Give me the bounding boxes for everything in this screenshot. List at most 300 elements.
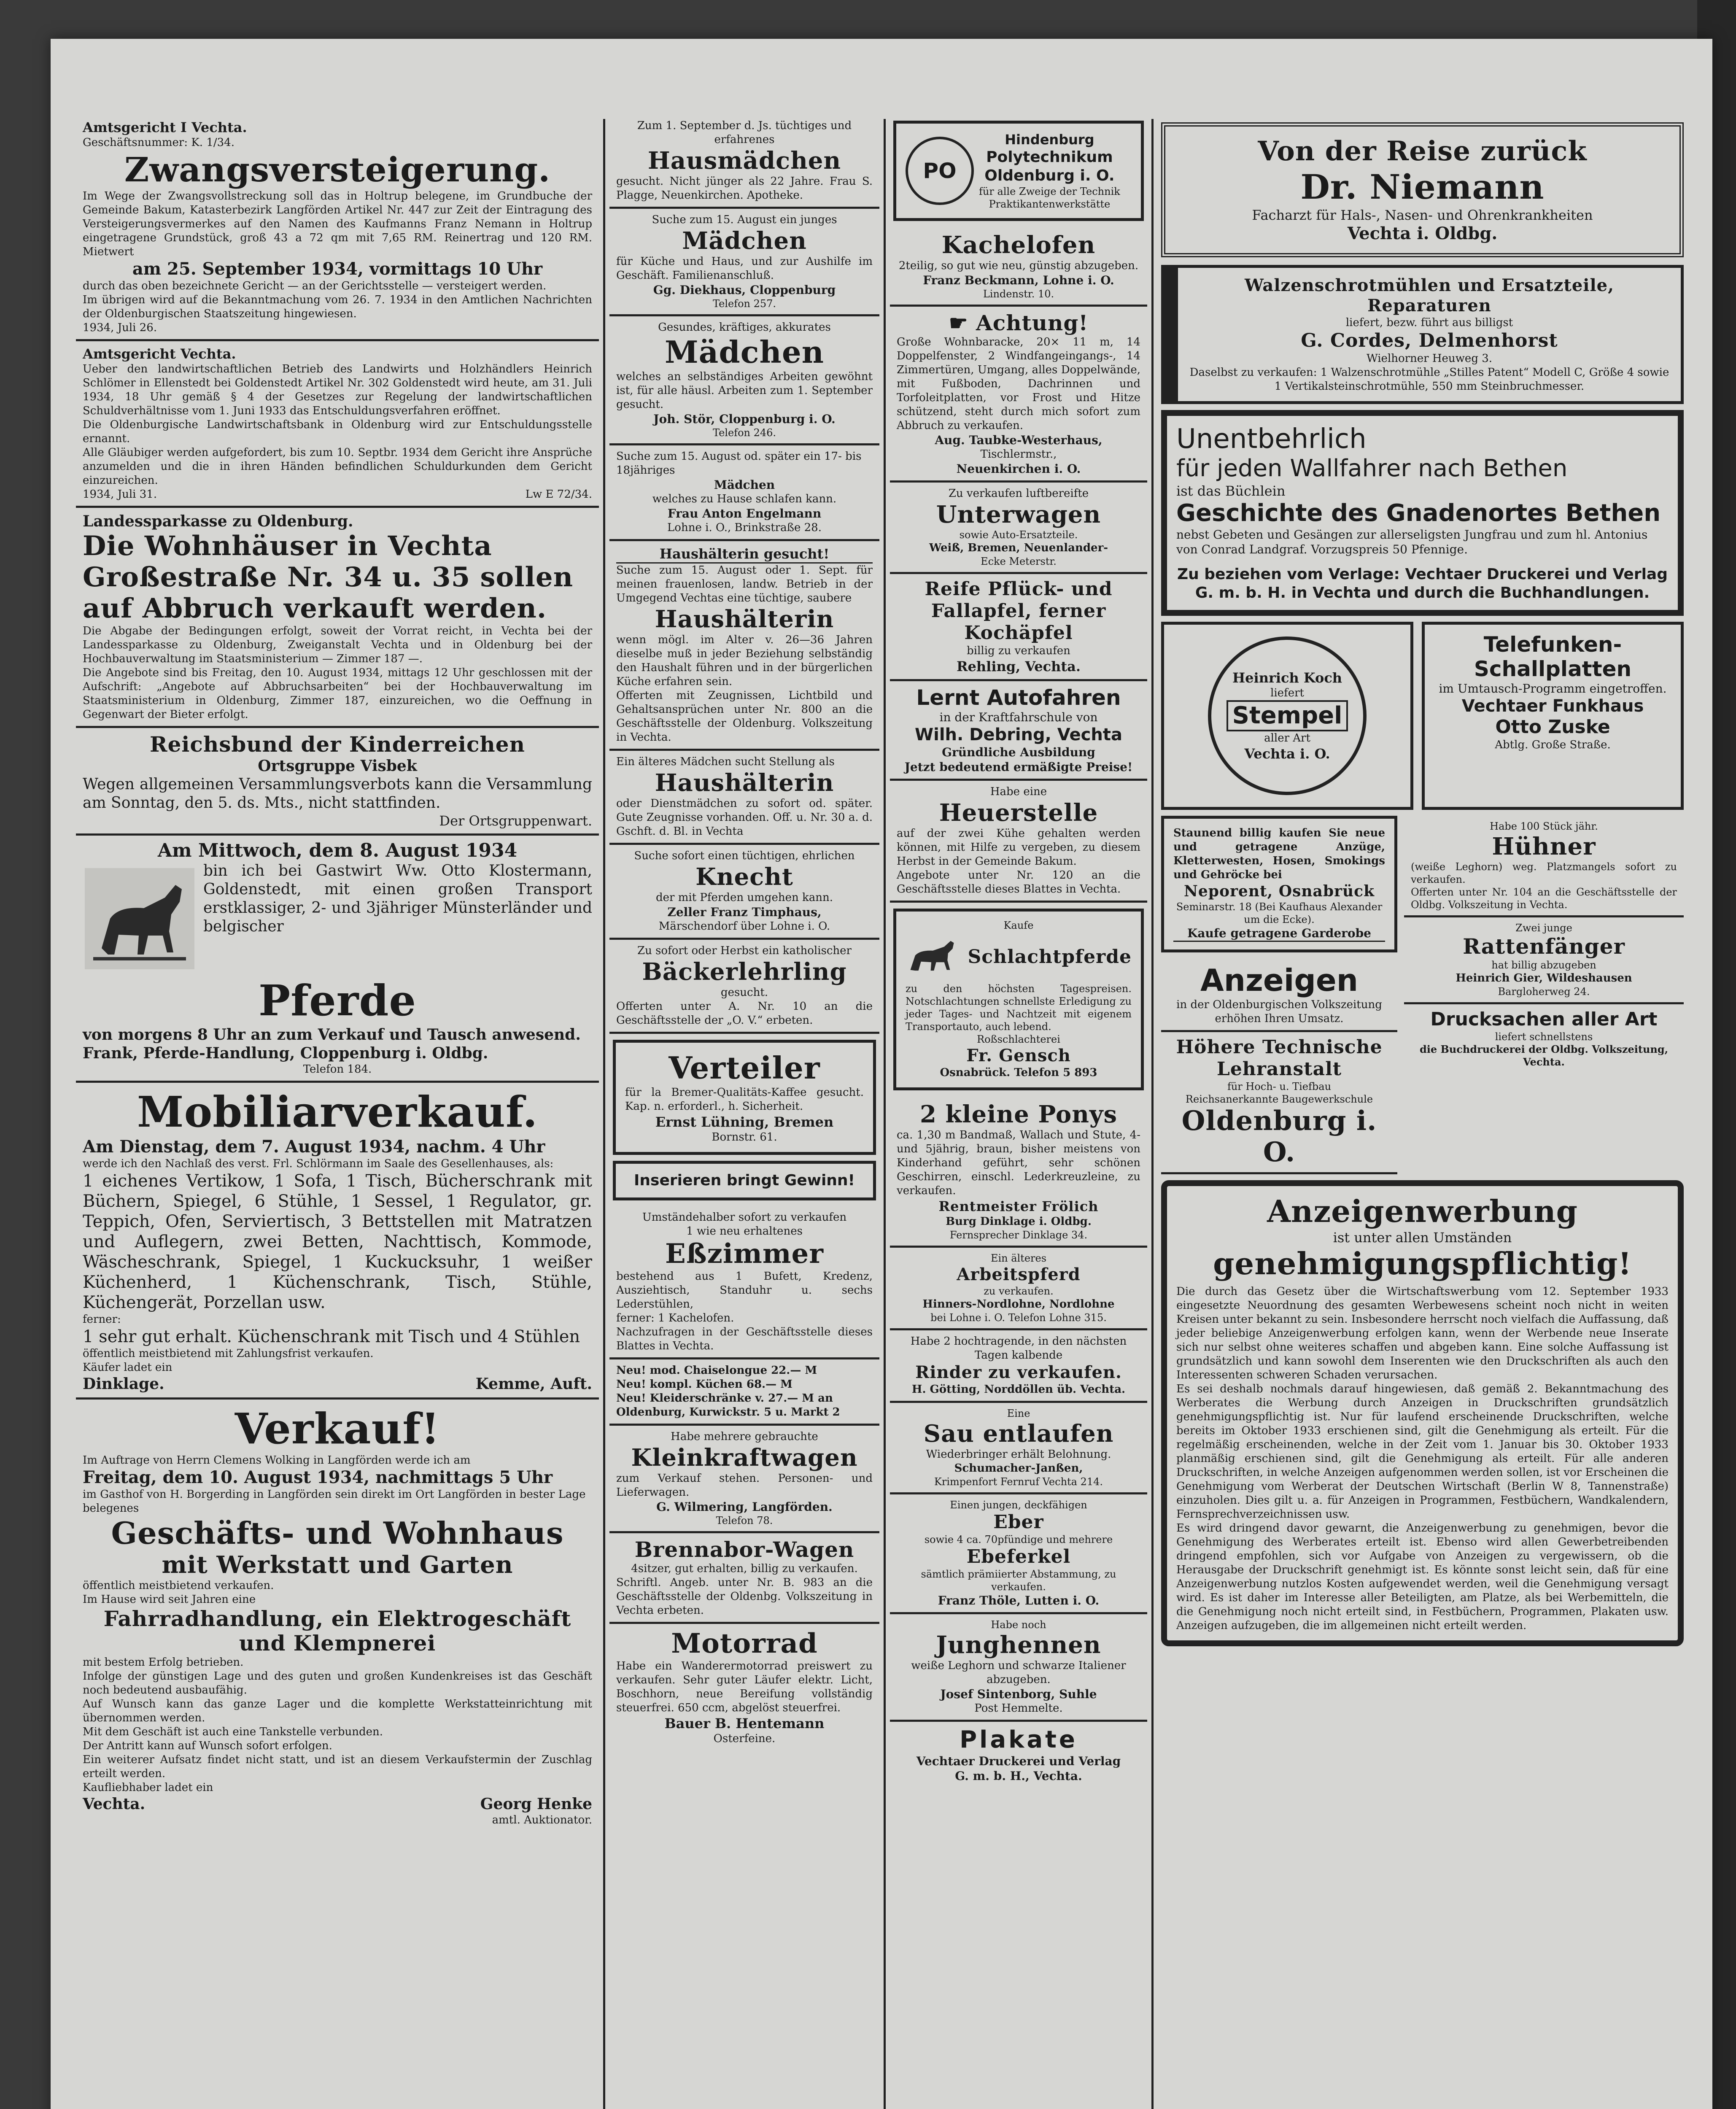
ad-title: Haushälterin	[655, 769, 834, 797]
price-line: Neu! Kleiderschränke v. 27.— M an	[616, 1392, 833, 1405]
ad-intro: Habe mehrere gebrauchte	[671, 1430, 818, 1443]
ad-title: Anzeigenwerbung	[1267, 1193, 1578, 1229]
ad-intro: Suche zum 15. August ein junges	[652, 213, 837, 226]
ad-knecht	[609, 845, 879, 940]
ad-body: Die Abgabe der Bedingungen erfolgt, soweit der Vorrat reicht, in Vechta bei der Landessparkasse zu Oldenburg, Zweiganstalt Vechta und in Oldenburg bei der Hochbauverwaltung im Staatsministerium — Zimmer 187 —.	[83, 625, 592, 665]
stamp-seal-icon	[1208, 636, 1367, 795]
ad-body: liefert, bezw. führt aus billigst	[1345, 316, 1513, 329]
ad-title: Lernt Autofahren	[916, 685, 1121, 710]
ad-title: Plakate	[960, 1726, 1078, 1753]
ad-title: Bäckerlehrling	[642, 958, 847, 986]
ad-signature: Aug. Taubke-Westerhaus,	[935, 433, 1103, 447]
ad-maedchen-3	[609, 445, 879, 541]
ad-bethen	[1161, 410, 1684, 616]
ad-body: Praktikantenwerkstätte	[989, 198, 1111, 210]
ad-body: ferner:	[83, 1313, 121, 1326]
ad-body: ca. 1,30 m Bandmaß, Wallach und Stute, 4- und 5jährig, braun, bisher meistens von Kinderhand geführt, sehr schönen Geschirren, einschl. Lederkreuzleine, zu verkaufen.	[897, 1129, 1140, 1197]
ad-body: Es wird dringend davor gewarnt, die Anzeigenwerbung zu genehmigen, bevor die Genehmigung des Werberates erteilt ist. Ebenso wird allen Gewerbetreibenden dringend empfohlen, sich vor Aufgabe von Anzeigen zu vergewissern, ob die Herausgabe der Druckschrift genehmigt ist. Es könnte sonst leicht sein, daß für eine Anzeigenwerbung nutzlos Kosten aufgewendet werden, weil die Genehmigung versagt wird. Es ist daher im Interesse aller Beteiligten, am Platze, als bei Werbemitteln, die die Genehmigung noch nicht erteilt sind, in Festbüchern, Programmen, Plakaten usw. Anzeigen aufzugeben, die im allgemeinen nicht erteilt werden.	[1176, 1522, 1669, 1632]
ad-title: Achtung!	[976, 310, 1089, 335]
ad-intro: Zwei junge	[1515, 922, 1572, 934]
ad-body: durch das oben bezeichnete Gericht — an der Gerichtsstelle — versteigert werden.	[83, 280, 547, 292]
ad-body: der mit Pferden umgehen kann.	[656, 891, 833, 904]
ad-signature: G. Wilmering, Langförden.	[656, 1500, 833, 1514]
ad-signature: Frank, Pferde-Handlung, Cloppenburg i. Oldbg.	[83, 1044, 488, 1062]
ad-subtitle: für Hoch- u. Tiefbau	[1227, 1081, 1332, 1092]
ad-body: 1 Vertikalsteinschrotmühle, 550 mm Steinbruchmesser.	[1274, 380, 1585, 393]
ad-title: Kachelofen	[941, 231, 1096, 259]
ad-body: sämtlich prämiierter Abstammung, zu verkaufen.	[921, 1568, 1116, 1593]
ad-intro: Kaufe	[1003, 920, 1034, 931]
ad-address: Ecke Meterstr.	[981, 556, 1057, 567]
ad-body: Wiederbringer erhält Belohnung.	[926, 1448, 1111, 1461]
ad-signature: Frau Anton Engelmann	[667, 507, 822, 521]
ad-signature: Josef Sintenborg, Suhle	[940, 1687, 1097, 1701]
ad-title: Anzeigen	[1200, 963, 1359, 998]
ad-title: Pferde	[258, 976, 417, 1025]
ad-title: Junghennen	[936, 1631, 1101, 1659]
ad-brennabor	[609, 1533, 879, 1624]
ad-body: Im Wege der Zwangsvollstreckung soll das in Holtrup belegene, im Grundbuche der Gemeinde Bakum, Katasterbezirk Langförden Artikel Nr. 447 zur Zeit der Eintragung des Versteigerungsvermerkes auf den Namen des Kaufmanns Franz Nemann in Holtrup eingetragene Grundstück, groß 43 a 72 qm mit 7,65 RM. Reinertrag und 120 RM. Mietwert	[83, 190, 592, 258]
ad-lehranstalt	[1161, 1032, 1397, 1174]
ad-body: welches zu Hause schlafen kann.	[652, 493, 837, 505]
ad-title: Polytechnikum	[986, 148, 1113, 166]
ad-verkauf	[76, 1400, 599, 1831]
ad-body: Die Angebote sind bis Freitag, den 10. August 1934, mittags 12 Uhr geschlossen mit der Aufschrift: „Angebote auf Abbruchsarbeiten“ bei der Hochbauverwaltung im Staatsministerium in Oldenburg, Zimmer 187, einzureichen, wo die Oeffnung in Gegenwart der Bieter erfolgt.	[83, 666, 592, 721]
ad-heuerstelle	[890, 781, 1147, 903]
ad-title: 2 kleine Ponys	[919, 1100, 1117, 1128]
ad-address: Wielhorner Heuweg 3.	[1366, 352, 1493, 365]
ad-inserieren: Inserieren bringt Gewinn!	[613, 1161, 876, 1200]
ad-intro: Habe eine	[990, 785, 1047, 798]
ad-title: Von der Reise zurück	[1258, 135, 1587, 167]
ad-address: Seminarstr. 18 (Bei Kaufhaus Alexander um die Ecke).	[1176, 901, 1383, 925]
ad-title: Unterwagen	[936, 501, 1101, 529]
ad-body: auf der zwei Kühe gehalten werden können, mit Hilfe zu vergeben, zu diesem Herbst in der Gemeinde Bakum.	[897, 827, 1140, 868]
ad-title: Rinder zu verkaufen.	[915, 1362, 1122, 1382]
ad-title: Heuerstelle	[939, 799, 1098, 827]
ad-body: (weiße Leghorn) weg. Platzmangels sofort zu verkaufen.	[1411, 861, 1677, 885]
ad-title: Drucksachen aller Art	[1430, 1009, 1658, 1030]
ad-signature: Rehling, Vechta.	[956, 658, 1081, 674]
ad-title: Walzenschrotmühlen und Ersatzteile, Reparaturen	[1244, 275, 1615, 316]
ad-stempel	[1161, 622, 1413, 810]
case-number: Geschäftsnummer: K. 1/34.	[83, 136, 235, 149]
ad-body: welches an selbständiges Arbeiten gewöhnt ist, für alle häusl. Arbeiten zum 1. September gesucht.	[616, 370, 873, 411]
ad-intro: Eine	[1007, 1408, 1030, 1419]
ad-title: Telefunken-Schallplatten	[1474, 632, 1632, 681]
ad-unterwagen	[890, 483, 1147, 574]
newspaper-page	[51, 39, 1712, 2109]
ad-mobiliarverkauf	[76, 1083, 599, 1400]
ad-body: in der Oldenburgischen Volkszeitung erhöhen Ihren Umsatz.	[1176, 998, 1382, 1025]
ad-body: Auf Wunsch kann das ganze Lager und die komplette Werkstatteinrichtung mit übernommen werden.	[83, 1698, 592, 1724]
ad-title: Mädchen	[714, 478, 775, 492]
ad-intro: Habe 2 hochtragende, in den nächsten Tagen kalbende	[910, 1335, 1127, 1362]
ad-kachelofen	[890, 227, 1147, 307]
ad-landessparkasse	[76, 508, 599, 728]
ad-body: ist das Büchlein	[1176, 483, 1286, 499]
ad-body: für Küche und Haus, und zur Aushilfe im Geschäft. Familienanschluß.	[616, 255, 873, 282]
ad-signature: Wilh. Debring, Vechta	[915, 725, 1122, 744]
ad-body: Im übrigen wird auf die Bekanntmachung vom 26. 7. 1934 in den Amtlichen Nachrichten der Oldenburgischen Staatszeitung hingewiesen.	[83, 294, 592, 320]
ad-subtitle: gesucht.	[720, 986, 768, 999]
ad-address: Neuenkirchen i. O.	[956, 462, 1081, 476]
ad-body: Suche zum 15. August od. später ein 17- bis 18jähriges	[616, 450, 862, 477]
ad-subtitle: Kaufe getragene Garderobe	[1173, 926, 1385, 942]
ad-body: Die durch das Gesetz über die Wirtschaftswerbung vom 12. September 1933 eingesetzte Neuordnung des gesamten Werbewesens scheint noch nicht in weiten Kreisen unter bekannt zu sein. Insbesondere herrscht noch vielfach die Auffassung, daß jeder beliebige Anzeigenwerbung erfolgen kann, wenn der Werbende neue Inserate sich nur selbst ohne weiteres schaffen und abgeben kann. Eine solche Auffassung ist grundsätzlich und kann sowohl dem Inserenten wie den Druckschriften als auch den Interessenten schweren Schaden verursachen.	[1176, 1285, 1669, 1381]
ad-schlachtpferde	[893, 909, 1144, 1090]
ad-signature: G. Cordes, Delmenhorst	[1301, 330, 1558, 351]
ad-body: weiße Leghorn und schwarze Italiener abzugeben.	[911, 1659, 1126, 1686]
ad-ponys	[890, 1096, 1147, 1248]
ad-haushaelterin-gesucht	[609, 541, 879, 751]
ad-body: zu verkaufen.	[984, 1285, 1054, 1297]
phone-number: Telefon 246.	[712, 427, 776, 439]
ad-signature: Kemme, Auft.	[475, 1375, 592, 1393]
ad-rinder	[890, 1330, 1147, 1403]
book-title: Geschichte des Gnadenortes Bethen	[1176, 499, 1661, 527]
horse-illustration	[83, 862, 197, 976]
ad-body: Habe ein Wanderermotorrad preiswert zu verkaufen. Sehr guter Läufer elektr. Licht, Boschhorn, neue Bereifung vollständig steuerfrei. 650 ccm, abgelöst steuerfrei.	[616, 1660, 873, 1714]
item-list: 1 sehr gut erhalt. Küchenschrank mit Tisch und 4 Stühlen	[83, 1327, 580, 1346]
ad-body: Offerten mit Zeugnissen, Lichtbild und Gehaltsansprüchen unter Nr. 800 an die Geschäftsstelle der Oldenburg. Volkszeitung in Vechta.	[616, 689, 873, 744]
ad-body: Im Hause wird seit Jahren eine	[83, 1593, 256, 1606]
column-rule	[1151, 119, 1154, 2109]
ad-body: gesucht. Nicht jünger als 22 Jahre. Frau S. Plagge, Neuenkirchen. Apotheke.	[616, 175, 873, 202]
ad-pferde	[76, 836, 599, 1083]
ad-intro: 1 wie neu erhaltenes	[686, 1225, 803, 1238]
ad-intro: Suche sofort einen tüchtigen, ehrlichen	[634, 850, 855, 862]
ad-intro: Habe 100 Stück jähr.	[1490, 820, 1598, 832]
ad-intro: Zum 1. September d. Js. tüchtiges und erfahrenes	[637, 119, 852, 146]
ad-body: ferner: 1 Kachelofen.	[616, 1312, 734, 1324]
ad-signature: Hinners-Nordlohne, Nordlohne	[922, 1298, 1115, 1311]
ad-body: wenn mögl. im Alter v. 26—36 Jahren dieselbe muß in jeder Beziehung selbständig den Haushalt führen und in der bürgerlichen Küche erfahren sein.	[616, 634, 873, 688]
ad-intro: Gesundes, kräftiges, akkurates	[658, 321, 831, 334]
column-rule	[884, 119, 886, 2109]
ad-body: Mit dem Geschäft ist auch eine Tankstelle verbunden.	[83, 1726, 383, 1738]
stamp-text: Heinrich Koch	[1232, 670, 1342, 686]
ad-body: zu den höchsten Tagespreisen. Notschlachtungen schnellste Erledigung zu jeder Tages- und Nachtzeit mit eigenem Transportauto, auch lebend.	[906, 983, 1132, 1033]
ad-body: oder Dienstmädchen zu sofort od. später. Gute Zeugnisse vorhanden. Off. u. Nr. 30 a. d. Gschft. d. Bl. in Vechta	[616, 797, 873, 838]
ad-body: öffentlich meistbietend mit Zahlungsfrist verkaufen.	[83, 1347, 374, 1360]
ad-body: im Gasthof von H. Borgerding in Langförden sein direkt im Ort Langförden in bester Lage belegenes	[83, 1488, 586, 1515]
phone-number: Fernsprecher Dinklage 34.	[949, 1229, 1088, 1241]
ad-heading: Landessparkasse zu Oldenburg.	[83, 512, 353, 530]
ad-title: mit Werkstatt und Garten	[162, 1551, 513, 1579]
ad-body: Offerten unter Nr. 104 an die Geschäftsstelle der Oldbg. Volkszeitung in Vechta.	[1411, 886, 1677, 911]
ad-address: Osterfeine.	[713, 1732, 776, 1745]
ad-body: Wegen allgemeinen Versammlungsverbots kann die Versammlung am Sonntag, den 5. ds. Mts., nicht stattfinden.	[83, 776, 592, 812]
ad-signature: Schumacher-Janßen,	[954, 1462, 1083, 1475]
logo-letters: PO	[923, 159, 957, 183]
ad-title: Hühner	[1492, 833, 1596, 860]
polytechnikum-logo-icon	[906, 137, 974, 205]
ad-address: Oldenburg i. O.	[1181, 1105, 1377, 1168]
ad-entschuldung	[76, 341, 599, 508]
ad-signature: Neporent, Osnabrück	[1183, 882, 1375, 900]
ad-signature: Georg Henke	[480, 1795, 592, 1813]
ad-body: Ueber den landwirtschaftlichen Betrieb des Landwirts und Holzhändlers Heinrich Schlömer in Ellenstedt bei Goldenstedt Artikel Nr. 302 Goldenstedt wird heute, am 31. Juli 1934, 18 Uhr gemäß § 4 der Gesetzes zur Regelung der landwirtschaftlichen Schuldverhältnisse vom 1. Juni 1933 das Entschuldungsverfahren eröffnet.	[83, 363, 592, 417]
ad-signature: Weiß, Bremen, Neuenlander-	[929, 542, 1108, 554]
ad-title: Eber	[993, 1511, 1044, 1533]
ad-body: Es sei deshalb nochmals darauf hingewiesen, daß gemäß 2. Bekanntmachung des Werberates die Werbung durch Anzeigen in Druckschriften grundsätzlich genehmigungspflichtig ist. Nur für laufend erscheinende Druckschriften, welche bereits im Oktober 1933 erschienen sind, gilt die Genehmigung als erteilt. Für die regelmäßig erscheinenden, welche in der Zeit vom 1. Januar bis 30. Oktober 1933 planmäßig erschienen sind, gilt die Genehmigung als erteilt. Für alle anderen Druckschriften, in welche Anzeigen aufgenommen werden sollen, ist vor Erscheinen die Genehmigung vom Werberat der Deutschen Wirtschaft (Berlin W 8, Tannenstraße) einzuholen. Dies gilt u. a. für Anzeigen in Programmen, Festbüchern, Wandkalendern, Fernsprechverzeichnissen usw.	[1176, 1383, 1669, 1521]
ad-body: im Umtausch-Programm eingetroffen.	[1439, 682, 1667, 696]
ad-address: Osnabrück. Telefon 5 893	[940, 1066, 1097, 1079]
phone-number: Telefon 257.	[712, 298, 776, 310]
column-rule	[603, 119, 605, 2109]
ad-heading: Am Mittwoch, dem 8. August 1934	[157, 840, 518, 861]
ad-body: Kaufliebhaber ladet ein	[83, 1781, 213, 1794]
ad-achtung-baracke	[890, 307, 1147, 483]
ad-body: 4sitzer, gut erhalten, billig zu verkaufen.	[631, 1562, 858, 1575]
ad-address: Tischlermstr.,	[980, 448, 1057, 461]
ad-title: Reichsbund der Kinderreichen	[150, 732, 525, 757]
stamp-text: Vechta i. O.	[1244, 746, 1330, 762]
ad-address: Bargloherweg 24.	[1498, 986, 1590, 998]
phone-number: Telefon 184.	[303, 1063, 372, 1076]
ad-plakate	[890, 1722, 1147, 1788]
ad-address: Lohne i. O., Brinkstraße 28.	[667, 521, 822, 534]
ad-body: Daselbst zu verkaufen: 1 Walzenschrotmühle „Stilles Patent“ Modell C, Größe 4 sowie	[1189, 366, 1669, 379]
ad-body: öffentlich meistbietend verkaufen.	[83, 1579, 274, 1592]
ad-subtitle: Roßschlachterei	[977, 1033, 1060, 1045]
pointing-hand-icon: ☛	[949, 310, 976, 335]
price-line: Neu! mod. Chaiselongue 22.— M	[616, 1364, 817, 1377]
ad-title: Brennabor-Wagen	[634, 1537, 855, 1562]
ad-body: für alle Zweige der Technik	[979, 186, 1120, 197]
ad-title: Verkauf!	[235, 1404, 440, 1454]
ad-signature: Rentmeister Frölich	[938, 1198, 1099, 1214]
ad-body: Schriftl. Angeb. unter Nr. B. 983 an die Geschäftsstelle der Oldenbg. Volkszeitung in Vechta erbeten.	[616, 1576, 873, 1617]
price-line: Neu! kompl. Küchen 68.— M	[616, 1378, 793, 1391]
ad-eber	[890, 1494, 1147, 1614]
ad-address: Burg Dinklage i. Oldbg.	[946, 1215, 1092, 1228]
ad-title: Sau entlaufen	[923, 1420, 1114, 1448]
ad-footer: 1934, Juli 31.	[83, 488, 157, 501]
ad-drucksachen	[1404, 1004, 1684, 1073]
ad-body: in der Kraftfahrschule von	[939, 710, 1098, 724]
ad-title: Geschäfts- und Wohnhaus	[111, 1515, 564, 1551]
ad-moebel-neu	[609, 1359, 879, 1426]
stamp-text: liefert	[1270, 687, 1304, 699]
place-name: Vechta.	[83, 1795, 146, 1813]
ad-arbeitspferd	[890, 1248, 1147, 1330]
ad-maedchen-1	[609, 209, 879, 316]
ad-body: von Conrad Landgraf. Vorzugspreis 50 Pfennige.	[1176, 542, 1468, 556]
ad-body: Angebote unter Nr. 120 an die Geschäftsstelle dieses Blattes in Vechta.	[897, 869, 1140, 895]
ad-subtitle: Jetzt bedeutend ermäßigte Preise!	[904, 760, 1133, 774]
ad-title: Haushälterin	[655, 605, 834, 633]
ad-signature: Ernst Lühning, Bremen	[655, 1114, 834, 1130]
ad-sau-entlaufen	[890, 1403, 1147, 1494]
court-name: Amtsgericht I Vechta.	[83, 119, 247, 135]
ad-body: Zu beziehen vom Verlage: Vechtaer Druckerei und Verlag G. m. b. H. in Vechta und durch die Buchhandlungen.	[1177, 566, 1668, 601]
ad-title: Verteiler	[669, 1050, 820, 1086]
ad-body: Alle Gläubiger werden aufgefordert, bis zum 10. Septbr. 1934 dem Gericht ihre Ansprüche anzumelden und die in ihren Händen befindlichen Schuldurkunden dem Gericht einzureichen.	[83, 446, 592, 487]
ad-title: Motorrad	[671, 1628, 818, 1659]
ad-body: Vechtaer Druckerei und Verlag	[916, 1754, 1121, 1768]
ad-anzeigen	[1161, 958, 1397, 1032]
ad-dr-niemann	[1161, 122, 1684, 257]
ad-neporent	[1161, 816, 1397, 952]
auction-date: am 25. September 1934, vormittags 10 Uhr	[132, 259, 543, 279]
ad-body: Die Oldenburgische Landwirtschaftsbank in Oldenburg wird zur Entschuldungsstelle ernannt.	[83, 418, 592, 445]
ad-maedchen-2	[609, 316, 879, 445]
ad-anzeigenwerbung	[1161, 1180, 1684, 1646]
ad-intro: Einen jungen, deckfähigen	[950, 1499, 1087, 1511]
ad-body: Käufer ladet ein	[83, 1361, 173, 1374]
ad-intro: Ein älteres	[990, 1252, 1047, 1264]
ad-subtitle: ist unter allen Umständen	[1333, 1230, 1512, 1246]
ad-haushaelterin-sucht	[609, 751, 879, 845]
ad-title: Hausmädchen	[647, 147, 841, 175]
ad-intro: Habe noch	[991, 1619, 1046, 1631]
ad-title: Mädchen	[664, 334, 825, 370]
ad-title: Arbeitspferd	[957, 1265, 1081, 1284]
ad-autofahren	[890, 681, 1147, 781]
ad-body: bestehend aus 1 Bufett, Kredenz, Ausziehtisch, Standuhr u. sechs Lederstühlen,	[616, 1270, 873, 1311]
ad-address: Post Hemmelte.	[974, 1702, 1063, 1715]
ad-address: Oldenburg, Kurwickstr. 5 u. Markt 2	[616, 1406, 840, 1419]
ad-baeckerlehrling	[609, 940, 879, 1034]
ad-address: bei Lohne i. O. Telefon Lohne 315.	[930, 1312, 1107, 1324]
ad-body: bin ich bei Gastwirt Ww. Otto Klostermann, Goldenstedt, mit einen großen Transport erstklassiger, 2- und 3jähriger Münsterländer und belgischer	[203, 862, 592, 935]
ad-body: Infolge der günstigen Lage und des guten und großen Kundenkreises ist das Geschäft noch bedeutend ausbaufähig.	[83, 1670, 592, 1696]
ad-title: genehmigungspflichtig!	[1213, 1246, 1632, 1281]
ad-signature: Zeller Franz Timphaus,	[667, 905, 822, 919]
ad-body: Offerten unter A. Nr. 10 an die Geschäftsstelle der „O. V.“ erbeten.	[616, 1000, 873, 1027]
ad-body: werde ich den Nachlaß des verst. Frl. Schlörmann im Saale des Gesellenhauses, als:	[83, 1157, 554, 1170]
ad-title: Reife Pflück- und Fallapfel, ferner Kochäpfel	[925, 578, 1113, 644]
sale-date: Freitag, dem 10. August 1934, nachmittags 5 Uhr	[83, 1467, 553, 1487]
court-name: Amtsgericht Vechta.	[83, 346, 236, 362]
ad-signature: Otto Zuske	[1495, 716, 1610, 738]
ad-aepfel	[890, 574, 1147, 681]
ad-address: Krimpenfort Fernruf Vechta 214.	[934, 1476, 1103, 1488]
ad-body: Facharzt für Hals-, Nasen- und Ohrenkrankheiten	[1252, 207, 1593, 223]
ad-address: Abtlg. Große Straße.	[1495, 739, 1611, 751]
column-1	[76, 115, 599, 2109]
ad-title: Rattenfänger	[1463, 934, 1625, 959]
ad-signature: Franz Thöle, Lutten i. O.	[938, 1594, 1100, 1607]
ad-motorrad	[609, 1624, 879, 1750]
ad-body: von morgens 8 Uhr an zum Verkauf und Tausch anwesend.	[83, 1026, 581, 1044]
ad-footer: 1934, Juli 26.	[83, 321, 157, 334]
ad-title: für jeden Wallfahrer nach Bethen	[1176, 455, 1568, 482]
sale-date: Am Dienstag, dem 7. August 1934, nachm. 4 Uhr	[83, 1137, 545, 1157]
ad-subtitle: sowie Auto-Ersatzteile.	[959, 529, 1078, 541]
ad-title: Unentbehrlich	[1176, 423, 1367, 455]
ad-body: Suche zum 15. August oder 1. Sept. für meinen frauenlosen, landw. Betrieb in der Umgegend Vechtas eine tüchtige, saubere	[616, 564, 873, 604]
ad-body: Große Wohnbaracke, 20× 11 m, 14 Doppelfenster, 2 Windfangeingangs-, 14 Zimmertüren, Umgang, alles Doppelwände, mit Fußboden, Dachrinnen und Torfoleitplatten, vor Frost und Hitze schützend, steht durch mich sofort zum Abbruch zu verkaufen.	[897, 336, 1140, 432]
ad-heading: Haushälterin gesucht!	[616, 545, 873, 564]
ad-signature: Fr. Gensch	[966, 1046, 1071, 1065]
ad-title: Knecht	[695, 863, 793, 891]
ad-body: 2teilig, so gut wie neu, günstig abzugeben.	[898, 259, 1139, 272]
horse-icon	[85, 868, 194, 969]
ad-signature: Joh. Stör, Cloppenburg i. O.	[653, 412, 836, 426]
ad-title: Fahrradhandlung, ein Elektrogeschäft und Klempnerei	[103, 1606, 571, 1656]
ad-body: nebst Gebeten und Gesängen zur allerseligsten Jungfrau und zum hl. Antonius	[1176, 528, 1648, 542]
ad-address: Märschendorf über Lohne i. O.	[658, 920, 830, 933]
ad-huehner	[1404, 816, 1684, 917]
ad-body: Im Auftrage von Herrn Clemens Wolking in Langförden werde ich am	[83, 1454, 471, 1467]
ad-address: Bornstr. 61.	[712, 1131, 777, 1143]
ad-signature: Gg. Diekhaus, Cloppenburg	[653, 283, 836, 297]
ad-hausmaedchen	[609, 115, 879, 209]
ad-title: Hindenburg	[1005, 132, 1094, 148]
ad-title: Die Wohnhäuser in Vechta Großestraße Nr. 34 u. 35 sollen auf Abbruch verkauft werden.	[83, 530, 574, 624]
ad-body: mit bestem Erfolg betrieben.	[83, 1656, 244, 1669]
ad-title: Mobiliarverkauf.	[137, 1087, 538, 1137]
ad-title: Eßzimmer	[665, 1238, 824, 1270]
ad-signature: Franz Beckmann, Lohne i. O.	[923, 273, 1114, 287]
ad-intro: Zu verkaufen luftbereifte	[948, 487, 1089, 500]
ad-title: Oldenburg i. O.	[984, 167, 1115, 184]
ad-subtitle: Reichsanerkannte Baugewerkschule	[1185, 1093, 1373, 1105]
ad-signature: Bauer B. Hentemann	[664, 1715, 825, 1731]
ad-body: die Buchdruckerei der Oldbg. Volkszeitung, Vechta.	[1419, 1043, 1669, 1068]
ad-body: G. m. b. H., Vechta.	[955, 1769, 1082, 1783]
stamp-text: Stempel	[1227, 700, 1348, 731]
phone-number: Telefon 78.	[716, 1515, 773, 1526]
ad-intro: Ein älteres Mädchen sucht Stellung als	[616, 755, 835, 768]
ad-title: Zwangsversteigerung.	[124, 150, 551, 189]
ad-polytechnikum	[893, 121, 1144, 221]
ad-body: zum Verkauf stehen. Personen- und Lieferwagen.	[616, 1472, 873, 1499]
ad-signature-title: amtl. Auktionator.	[492, 1814, 592, 1826]
ad-body: für la Bremer-Qualitäts-Kaffee gesucht. Kap. n. erforderl., h. Sicherheit.	[625, 1086, 864, 1113]
ad-rattenfaenger	[1404, 917, 1684, 1004]
place-name: Dinklage.	[83, 1375, 164, 1393]
ad-verteiler	[613, 1040, 876, 1155]
ad-title: Schlachtpferde	[968, 946, 1132, 968]
item-list: 1 eichenes Vertikow, 1 Sofa, 1 Tisch, Bücherschrank mit Büchern, Spiegel, 6 Stühle, 1 Sessel, 1 Regulator, gr. Teppich, Ofen, Serviertisch, 3 Bettstellen mit Matratzen und Auflegern, zwei Betten, Nachttisch, Kommode, Wäscheschrank, Spiegel, 1 Kuckucksuhr, 1 weißer Küchenherd, 1 Küchenschrank, Tisch, Stühle, Küchengerät, Porzellan usw.	[83, 1171, 592, 1312]
ad-signature: Heinrich Gier, Wildeshausen	[1456, 972, 1632, 984]
ad-title: Kleinkraftwagen	[631, 1444, 858, 1472]
ad-body: billig zu verkaufen	[967, 645, 1070, 657]
ad-zwangsversteigerung	[76, 115, 599, 341]
ad-address: Lindenstr. 10.	[983, 288, 1054, 300]
ad-title: Mädchen	[682, 227, 807, 255]
ad-esszimmer	[609, 1206, 879, 1359]
column-3	[890, 115, 1147, 2109]
ad-telefunken	[1422, 622, 1684, 810]
ad-kleinkraftwagen	[609, 1426, 879, 1533]
ad-walzenschrotmuehlen	[1161, 265, 1684, 404]
ad-title: Höhere Technische Lehranstalt	[1176, 1036, 1383, 1080]
ad-intro: Zu sofort oder Herbst ein katholischer	[637, 944, 852, 957]
ad-junghennen	[890, 1614, 1147, 1722]
ad-body: sowie 4 ca. 70pfündige und mehrere	[924, 1534, 1113, 1545]
ad-body: Nachzufragen in der Geschäftsstelle dieses Blattes in Vechta.	[616, 1326, 873, 1352]
ad-body: hat billig abzugeben	[1491, 959, 1596, 971]
case-number: Lw E 72/34.	[525, 488, 592, 501]
ad-kinderreichen	[76, 728, 599, 836]
ad-title: Ebeferkel	[966, 1546, 1071, 1567]
horse-icon	[906, 932, 963, 982]
ad-body: Der Antritt kann auf Wunsch sofort erfolgen.	[83, 1740, 332, 1752]
ad-address: Vechta i. Oldbg.	[1347, 224, 1498, 243]
ad-signature: H. Götting, Norddöllen üb. Vechta.	[911, 1383, 1126, 1396]
column-4	[1158, 115, 1687, 2109]
ad-subtitle: Gründliche Ausbildung	[942, 745, 1095, 759]
ad-body: Staunend billig kaufen Sie neue und getragene Anzüge, Kletterwesten, Hosen, Smokings und Gehröcke bei	[1173, 827, 1385, 881]
ad-signature: Vechtaer Funkhaus	[1461, 696, 1644, 716]
stamp-text: aller Art	[1264, 732, 1310, 744]
ad-subtitle: Ortsgruppe Visbek	[258, 757, 417, 775]
